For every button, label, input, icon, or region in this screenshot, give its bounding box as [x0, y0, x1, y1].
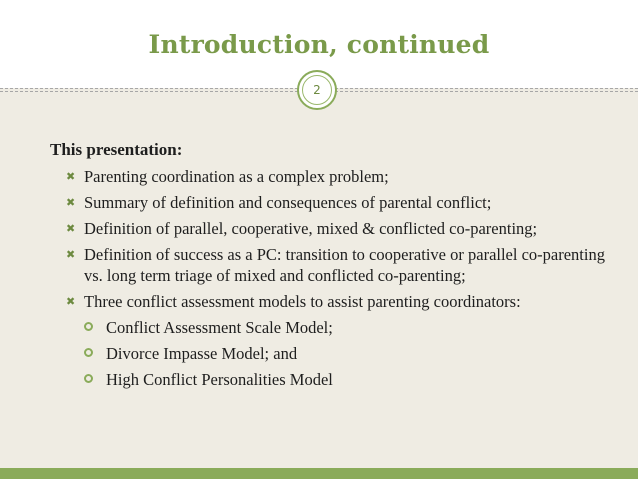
slide-title: Introduction, continued: [148, 30, 490, 59]
x-bullet-icon: ✖: [66, 222, 76, 235]
footer-accent-bar: [0, 468, 638, 479]
page-number-badge: [297, 70, 337, 110]
list-item-text: Parenting coordination as a complex problem;: [84, 167, 389, 186]
list-item: [64, 291, 620, 312]
sub-list-item: [84, 343, 620, 364]
list-item-text: Definition of parallel, cooperative, mixed & conflicted co-parenting;: [84, 219, 538, 238]
list-item-text: Definition of success as a PC: transition to cooperative or parallel co-parenting vs. long term triage of mixed and conflicted co-parenting;: [84, 245, 605, 285]
sub-list-item: [84, 369, 620, 390]
list-item-text: Summary of definition and consequences of parental conflict;: [84, 193, 492, 212]
circle-bullet-icon: [84, 348, 93, 357]
sub-list-item-text: Divorce Impasse Model; and: [106, 344, 298, 363]
intro-heading: This presentation:: [50, 140, 183, 159]
sub-list-item-text: High Conflict Personalities Model: [106, 370, 333, 389]
list-item: [64, 166, 620, 187]
x-bullet-icon: ✖: [66, 295, 76, 308]
x-bullet-icon: ✖: [66, 248, 76, 261]
x-bullet-icon: ✖: [66, 196, 76, 209]
slide-body: [50, 140, 620, 395]
list-item-text: Three conflict assessment models to assist parenting coordinators:: [84, 292, 521, 311]
circle-bullet-icon: [84, 322, 93, 331]
sub-list-item: [84, 317, 620, 338]
list-item: [64, 192, 620, 213]
circle-bullet-icon: [84, 374, 93, 383]
sub-list-item-text: Conflict Assessment Scale Model;: [106, 318, 333, 337]
list-item: [64, 218, 620, 239]
list-item: [64, 244, 620, 286]
page-number: 2: [302, 75, 332, 105]
x-bullet-icon: ✖: [66, 170, 76, 183]
